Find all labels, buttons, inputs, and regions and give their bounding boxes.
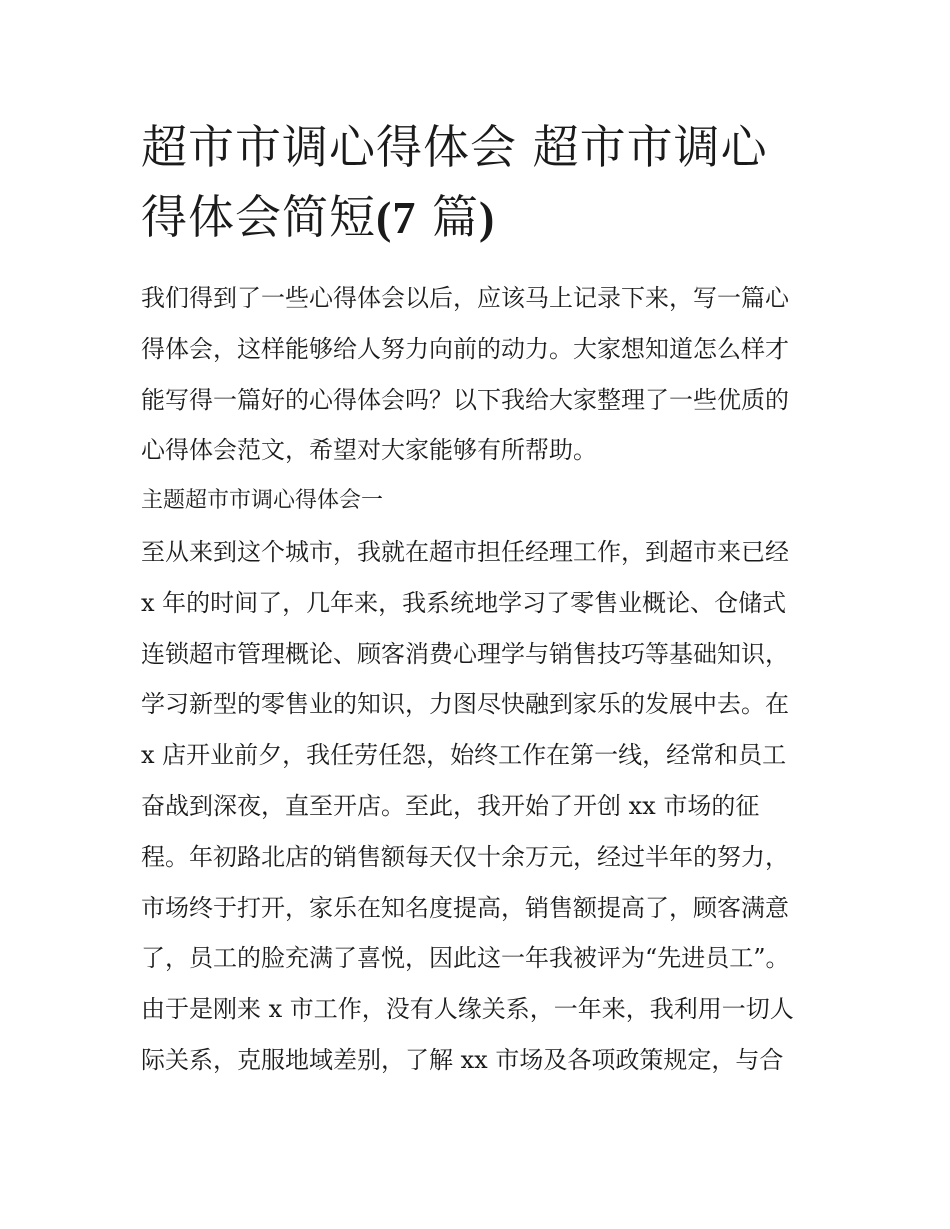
section-heading: 主题超市市调心得体会一 [141, 488, 384, 514]
paragraph-line: 际关系，克服地域差别，了解 xx 市场及各项政策规定，与合 [141, 1045, 784, 1074]
paragraph-line: 学习新型的零售业的知识，力图尽快融到家乐的发展中去。在 [141, 690, 789, 719]
title-line-2 [141, 182, 816, 253]
title-count-unit: 篇 [416, 190, 479, 244]
paragraph-line: x 店开业前夕，我任劳任怨，始终工作在第一线，经常和员工 [141, 741, 787, 770]
title-text: 得体会简短 [141, 190, 376, 244]
title-count-close: ) [478, 192, 496, 243]
paragraph-line: 至从来到这个城市，我就在超市担任经理工作，到超市来已经 [141, 537, 789, 566]
document-body [141, 273, 816, 1086]
paragraph-line: 得体会，这样能够给人努力向前的动力。大家想知道怎么样才 [141, 334, 789, 363]
document-content [141, 112, 816, 1086]
paragraph-line: 由于是刚来 x 市工作，没有人缘关系，一年来，我利用一切人 [141, 995, 794, 1024]
paragraph-line: 程。年初路北店的销售额每天仅十余万元，经过半年的努力， [141, 842, 789, 871]
paragraph-line: 连锁超市管理概论、顾客消费心理学与销售技巧等基础知识， [141, 639, 789, 668]
document-title [141, 112, 816, 253]
paragraph-line: 了，员工的脸充满了喜悦，因此这一年我被评为“先进员工”。 [141, 944, 790, 973]
paragraph-line: 奋战到深夜，直至开店。至此，我开始了开创 xx 市场的征 [141, 791, 760, 820]
paragraph-line: 市场终于打开，家乐在知名度提高，销售额提高了，顾客满意 [141, 893, 789, 922]
title-count-open: (7 [376, 192, 417, 243]
paragraph-line: 我们得到了一些心得体会以后，应该马上记录下来，写一篇心 [141, 284, 789, 312]
paragraph-line: 能写得一篇好的心得体会吗？以下我给大家整理了一些优质的 [141, 385, 789, 414]
paragraph-line: x 年的时间了，几年来，我系统地学习了零售业概论、仓储式 [141, 588, 787, 617]
paragraph-line: 心得体会范文，希望对大家能够有所帮助。 [141, 436, 597, 465]
title-line-1: 超市市调心得体会 超市市调心 [141, 120, 768, 174]
